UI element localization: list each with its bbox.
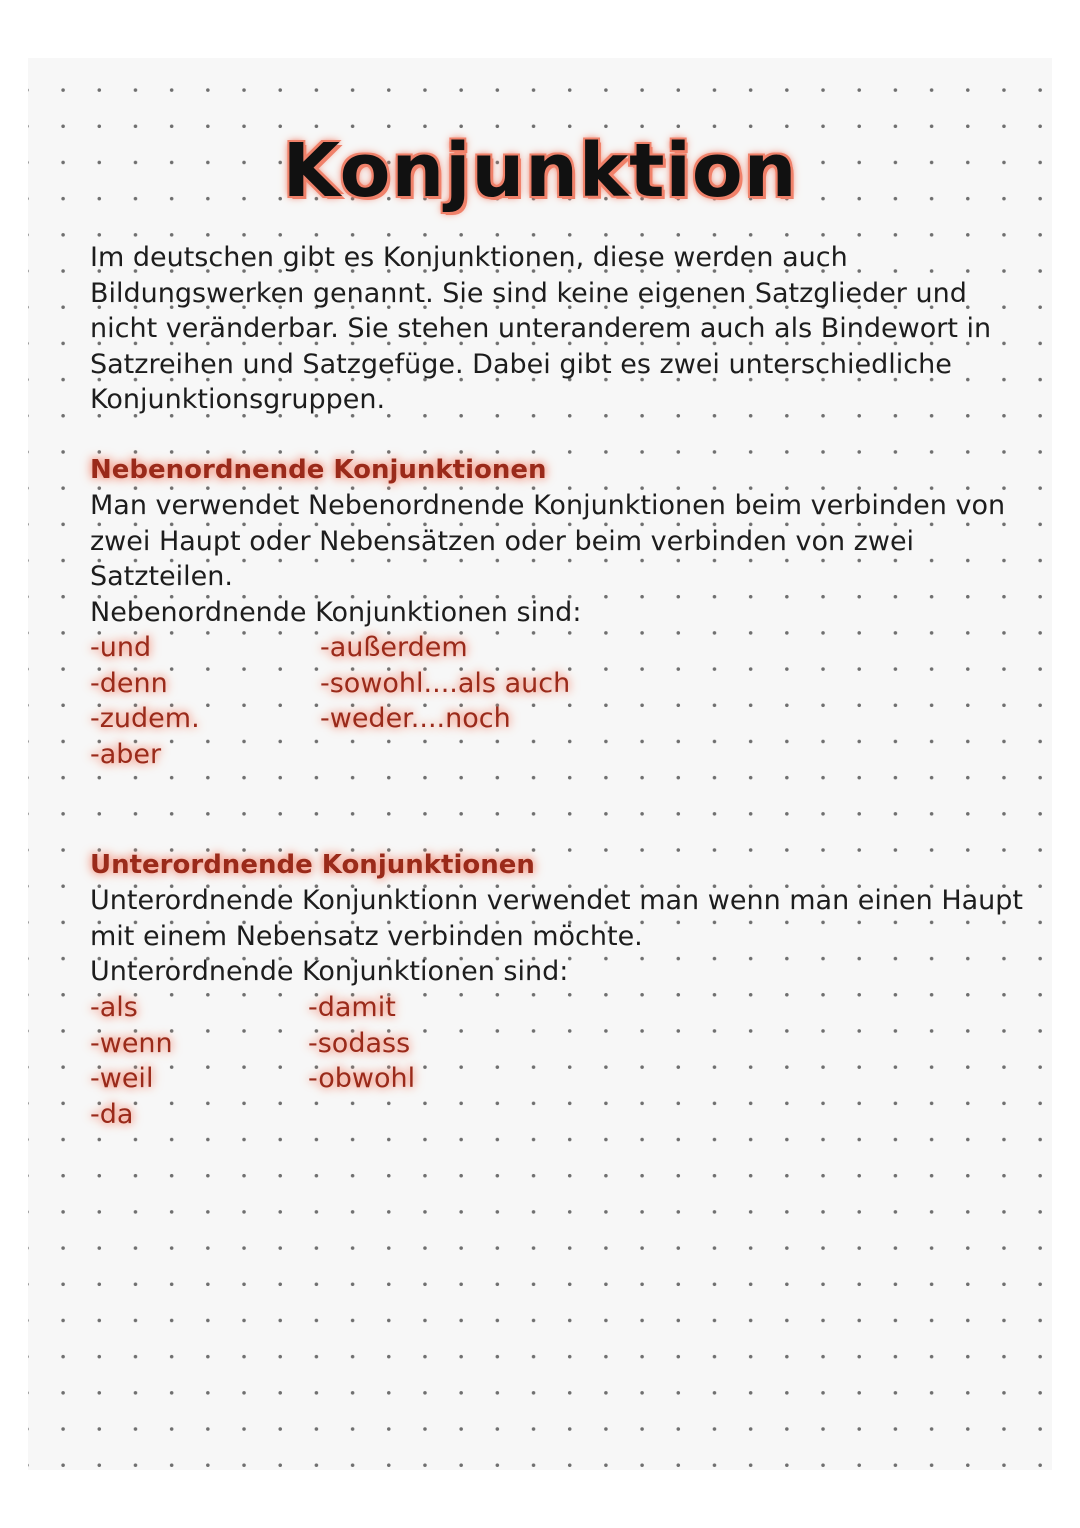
conjunction-list-unterordnend-col1 bbox=[90, 990, 173, 1132]
list-item: -wenn bbox=[90, 1027, 173, 1059]
list-item: -aber bbox=[90, 738, 162, 770]
list-item: -obwohl bbox=[308, 1063, 416, 1094]
section-heading-unterordnend: Unterordnende Konjunktionen bbox=[90, 850, 535, 880]
list-item: -denn bbox=[90, 667, 168, 699]
list-item: -damit bbox=[308, 992, 396, 1023]
list-item: -weil bbox=[90, 1063, 154, 1094]
conjunction-list-unterordnend-col2 bbox=[308, 990, 415, 1097]
list-item: -außerdem bbox=[320, 632, 468, 663]
description-nebenordnend: Man verwendet Nebenordnende Konjunktionen beim verbinden von zwei Haupt oder Nebensätzen oder beim verbinden von zwei Satzteilen. bbox=[90, 490, 1006, 592]
list-item: -sodass bbox=[308, 1027, 411, 1059]
list-item: -sowohl....als auch bbox=[320, 667, 571, 699]
section-heading-nebenordnend: Nebenordnende Konjunktionen bbox=[90, 455, 547, 485]
dotted-paper-page bbox=[28, 58, 1052, 1470]
list-item: -zudem. bbox=[90, 703, 200, 734]
conjunction-list-nebenordnend-col1 bbox=[90, 630, 200, 772]
list-intro-nebenordnend: Nebenordnende Konjunktionen sind: bbox=[90, 596, 582, 628]
list-item: -weder....noch bbox=[320, 703, 511, 734]
list-item: -da bbox=[90, 1098, 134, 1130]
section-body-unterordnend bbox=[90, 883, 1040, 990]
description-unterordnend: Unterordnende Konjunktionn verwendet man wenn man einen Haupt mit einem Nebensatz verbinden möchte. bbox=[90, 885, 1024, 952]
intro-paragraph: Im deutschen gibt es Konjunktionen, diese werden auch Bildungswerken genannt. Sie sind keine eigenen Satzglieder und nicht veränderbar. Sie stehen unteranderem auch als Bindewort in Satzreihen und Satzgefüge. Dabei gibt es zwei unterschiedliche Konjunktionsgruppen. bbox=[90, 242, 992, 415]
page-title: Konjunktion bbox=[282, 128, 798, 214]
list-item: -und bbox=[90, 632, 152, 663]
list-item: -als bbox=[90, 992, 138, 1023]
list-intro-unterordnend: Unterordnende Konjunktionen sind: bbox=[90, 956, 569, 987]
conjunction-list-nebenordnend-col2 bbox=[320, 630, 570, 737]
section-body-nebenordnend bbox=[90, 488, 1040, 630]
